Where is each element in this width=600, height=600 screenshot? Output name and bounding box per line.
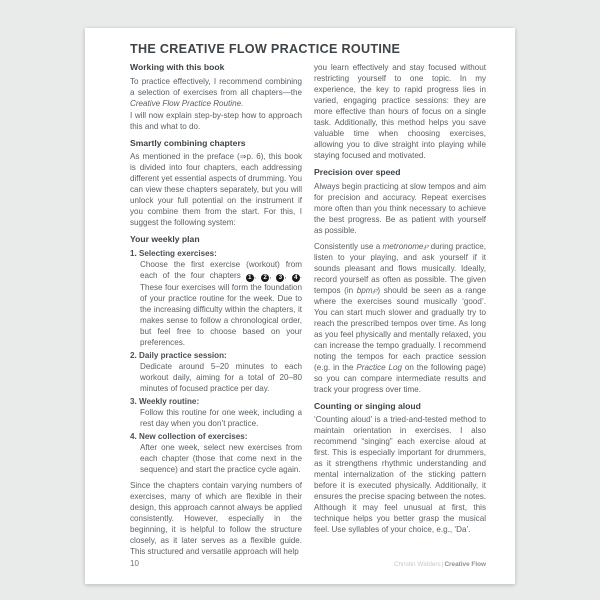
metronome-text-b: during practice, listen to your playing, and ask yourself if it sounds pleasant and flows musically. Ideally, record yourself as often as possible. The given tempos (in — [314, 241, 486, 295]
plan-item-1 — [130, 248, 302, 348]
page-title: THE CREATIVE FLOW PRACTICE ROUTINE — [130, 42, 401, 56]
plan-item-3-label — [130, 396, 302, 407]
plan-item-4-number: 4. — [130, 432, 137, 442]
plan-item-3 — [130, 396, 302, 429]
icon-separator: , — [253, 271, 262, 281]
plan-item-1-text-b: . These four exercises will form the foundation of your practice routine for the week. Due to the increasing difficulty within the chapters, it makes sense to follow a chronological order, but feel free to choose based on your preferences. — [140, 271, 303, 348]
paragraph-slow-tempos: Always begin practicing at slow tempos and aim for precision and accuracy. Repeat exercises more often than you think necessary to achieve the best progress. Be as patient with yourself as possible. — [314, 181, 486, 235]
metronome-text-a: Consistently use a — [314, 241, 383, 251]
paragraph-intro — [130, 76, 302, 109]
footer-separator: | — [441, 561, 444, 568]
heading-counting-or-singing: Counting or singing aloud — [314, 400, 421, 411]
plan-item-4-body: After one week, select new exercises from each chapter (those that come next in the sequence) and start the practice cycle again. — [140, 443, 302, 475]
author-name: Christin Widders — [393, 561, 441, 568]
icon-separator: , — [269, 271, 277, 281]
plan-item-2-label — [130, 350, 302, 361]
glossary-reference-icon: ℘ — [423, 242, 429, 250]
paragraph-combining: As mentioned in the preface (⇒p. 6), this book is divided into four chapters, each addressing different yet essential aspects of drumming. You can view these chapters separately, but you will unlock your full potential on the instrument if you combine them from the start. For this, I suggest the following system: — [130, 152, 302, 228]
paragraph-explain: I will now explain step-by-step how to approach this and what to do. — [130, 110, 302, 131]
footer-credit — [394, 561, 486, 568]
practice-log-italic: Practice Log — [356, 362, 403, 372]
plan-item-4 — [130, 431, 302, 475]
plan-item-3-title: Weekly routine: — [139, 397, 200, 407]
plan-item-2 — [130, 350, 302, 394]
right-column — [314, 62, 486, 558]
glossary-reference-icon: ℘ — [372, 286, 378, 294]
heading-working-with-this-book: Working with this book — [130, 62, 225, 72]
plan-item-2-number: 2. — [130, 351, 137, 361]
paragraph-counting-aloud: ‘Counting aloud’ is a tried-and-tested method to maintain orientation in exercises. I also recommend “singing” each exercise aloud at first. This is especially important for drummers, as it strengthens rhythmic understanding and mental internalization of the sticking pattern before it is executed physically. Additionally, it ensures the precise spacing between the notes. Although it may feel unusual at first, this technique helps you better grasp the musical feel. Use syllables of your choice, e.g., ‘Da’. — [314, 415, 486, 535]
plan-item-3-body: Follow this routine for one week, including a rest day when you don’t practice. — [140, 408, 302, 429]
routine-title-italic: Creative Flow Practice Routine. — [130, 98, 244, 108]
two-column-layout — [130, 62, 486, 558]
plan-item-1-title: Selecting exercises: — [139, 249, 217, 259]
bpm-term-italic: bpm — [356, 285, 373, 295]
book-title: Creative Flow — [444, 561, 486, 568]
plan-item-4-title: New collection of exercises: — [139, 432, 248, 442]
heading-your-weekly-plan: Your weekly plan — [130, 234, 200, 245]
left-column — [130, 62, 302, 558]
plan-item-1-text-a: Choose the first exercise (workout) from each of the four chapters — [140, 260, 302, 281]
chapter-1-icon: 1 — [246, 274, 254, 282]
paragraph-since-chapters: Since the chapters contain varying numbers of exercises, many of which are flexible in their design, this approach cannot always be applied consistently. However, especially in the beginning, it is helpful to follow the structure closely, as it later serves as a flexible guide. This structured and versatile approach will help — [130, 481, 302, 557]
plan-item-2-title: Daily practice session: — [139, 351, 227, 361]
paragraph-continuation: you learn effectively and stay focused without restricting yourself to one topic. In my experience, the key to rapid progress lies in varied, engaging practice sessions: they are more effective than hours of focus on a single task. Additionally, this method helps you save valuable time when choosing exercises, allowing you to dive straight into playing while staying focused and motivated. — [314, 63, 486, 160]
chapter-4-icon: 4 — [292, 274, 300, 282]
page-number: 10 — [130, 559, 139, 568]
page-footer — [130, 559, 486, 568]
heading-smartly-combining-chapters: Smartly combining chapters — [130, 137, 246, 148]
icon-separator: , — [284, 271, 292, 281]
paragraph-metronome — [314, 241, 486, 395]
page-content — [130, 42, 486, 558]
book-page — [85, 28, 515, 584]
chapter-3-icon: 3 — [276, 274, 284, 282]
plan-item-1-label — [130, 248, 302, 259]
metronome-text-d: on the following page) so you can compare intermediate results and track your progress over time. — [314, 362, 486, 394]
heading-precision-over-speed: Precision over speed — [314, 167, 401, 177]
plan-item-2-body: Dedicate around 5–20 minutes to each workout daily, aiming for a total of 20–80 minutes of focused practice per day. — [140, 362, 302, 394]
chapter-2-icon: 2 — [261, 274, 269, 282]
metronome-term-italic: metronome — [382, 241, 424, 251]
plan-item-1-body — [130, 259, 302, 348]
metronome-text-c: ) should be seen as a range where the exercises sound musically ‘good’. You can start much slower and gradually try to reach the prescribed tempos over time. As long as you feel physically and mentally relaxed, you can increase the tempo gradually. I recommend noting the tempos for each practice session (e.g. in the — [314, 285, 486, 372]
plan-item-3-number: 3. — [130, 397, 137, 407]
intro-text: To practice effectively, I recommend combining a selection of exercises from all chapters—the — [130, 76, 302, 97]
plan-item-1-number: 1. — [130, 249, 137, 259]
plan-item-4-label — [130, 431, 302, 442]
